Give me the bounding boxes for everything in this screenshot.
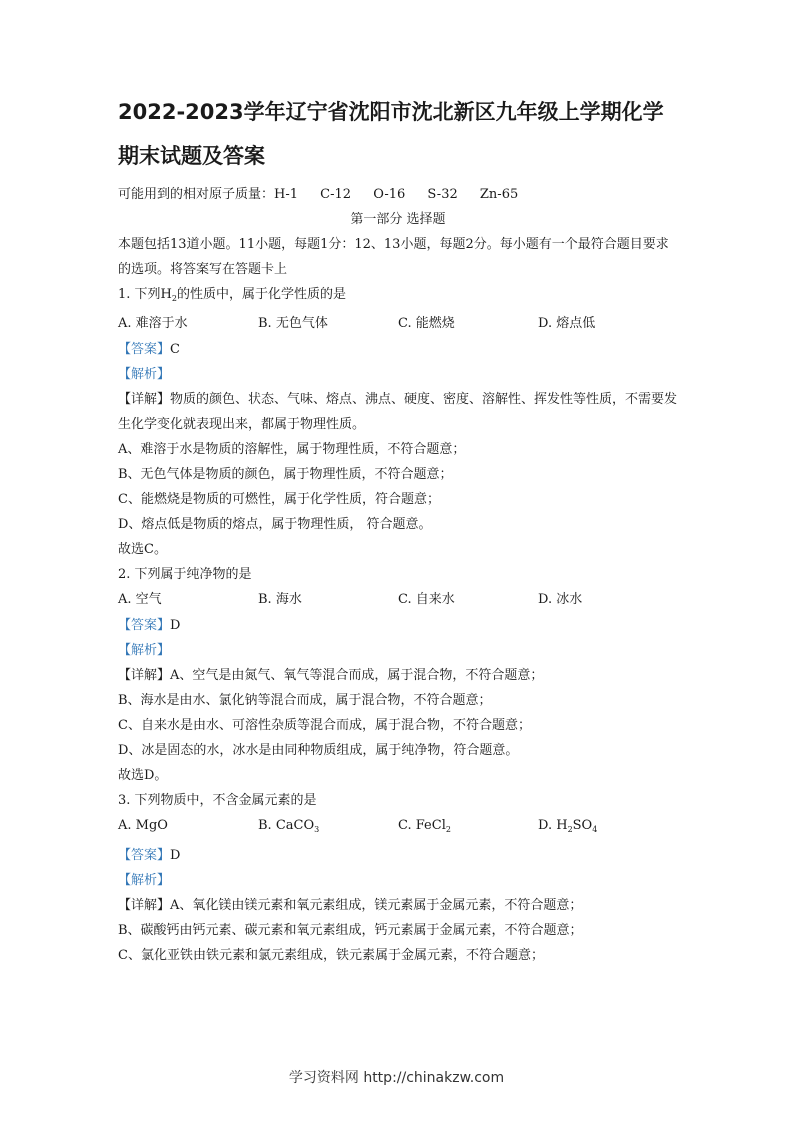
option-text: D. H bbox=[538, 818, 568, 833]
analysis-tag: 【解析】 bbox=[118, 873, 171, 888]
question-stem: 3. 下列物质中，不含金属元素的是 bbox=[118, 793, 317, 808]
option-subscript: 4 bbox=[592, 825, 598, 834]
detail-tag: 【详解】 bbox=[118, 392, 171, 407]
question-stem bbox=[118, 282, 678, 311]
option-a: A. 难溶于水 bbox=[118, 316, 188, 331]
atomic-mass-h: H-1 bbox=[274, 187, 299, 202]
detail-tag: 【详解】 bbox=[118, 668, 171, 683]
option-a: A. MgO bbox=[118, 818, 168, 833]
option-b bbox=[258, 813, 398, 843]
option-d bbox=[538, 813, 678, 843]
answer-tag: 【答案】 bbox=[118, 618, 171, 633]
detail-line: C、自来水是由水、可溶性杂质等混合而成，属于混合物，不符合题意； bbox=[118, 718, 531, 733]
answer-line bbox=[118, 337, 678, 362]
option-c: C. 自来水 bbox=[398, 592, 455, 607]
answer-value: C bbox=[170, 342, 180, 357]
option-subscript: 3 bbox=[314, 825, 320, 834]
question-3 bbox=[118, 788, 678, 968]
atomic-mass-zn: Zn-65 bbox=[479, 187, 519, 202]
instructions: 本题包括13道小题。11小题，每题1分：12、13小题，每题2分。每小题有一个最符合题目要求的选项。将答案写在答题卡上 bbox=[118, 237, 669, 277]
option-a: A. 空气 bbox=[118, 592, 162, 607]
detail-paragraph bbox=[118, 893, 678, 918]
stem-text: 的性质中，属于化学性质的是 bbox=[176, 287, 346, 302]
detail-line: D、熔点低是物质的熔点，属于物理性质， 符合题意。 bbox=[118, 517, 432, 532]
detail-line: C、能燃烧是物质的可燃性，属于化学性质，符合题意； bbox=[118, 492, 440, 507]
option-d: D. 冰水 bbox=[538, 592, 583, 607]
analysis-line bbox=[118, 868, 678, 893]
options bbox=[118, 311, 678, 337]
analysis-tag: 【解析】 bbox=[118, 643, 171, 658]
section-title: 第一部分 选择题 bbox=[350, 212, 446, 227]
atomic-mass-line bbox=[118, 182, 678, 207]
question-stem: 2. 下列属于纯净物的是 bbox=[118, 567, 252, 582]
footer-watermark: 学习资料网 http://chinakzw.com bbox=[288, 1070, 505, 1086]
detail-paragraph bbox=[118, 663, 678, 688]
atomic-mass-c: C-12 bbox=[320, 187, 352, 202]
detail-line: C、氯化亚铁由铁元素和氯元素组成，铁元素属于金属元素，不符合题意； bbox=[118, 948, 544, 963]
detail-text: 物质的颜色、状态、气味、熔点、沸点、硬度、密度、溶解性、挥发性等性质，不需要发生化学变化就表现出来，都属于物理性质。 bbox=[118, 392, 678, 432]
detail-line: A、难溶于水是物质的溶解性，属于物理性质，不符合题意； bbox=[118, 442, 466, 457]
answer-tag: 【答案】 bbox=[118, 342, 171, 357]
detail-line: B、碳酸钙由钙元素、碳元素和氧元素组成，钙元素属于金属元素，不符合题意； bbox=[118, 923, 583, 938]
answer-value: D bbox=[170, 848, 181, 863]
analysis-line bbox=[118, 362, 678, 387]
option-b: B. 海水 bbox=[258, 592, 302, 607]
stem-text: 1. 下列H bbox=[118, 287, 172, 302]
detail-line: B、海水是由水、氯化钠等混合而成，属于混合物，不符合题意； bbox=[118, 693, 492, 708]
atomic-mass-s: S-32 bbox=[427, 187, 458, 202]
analysis-tag: 【解析】 bbox=[118, 367, 171, 382]
option-c bbox=[398, 813, 538, 843]
option-subscript: 2 bbox=[567, 825, 573, 834]
answer-value: D bbox=[170, 618, 181, 633]
option-text: SO bbox=[572, 818, 593, 833]
options bbox=[118, 813, 678, 843]
answer-line bbox=[118, 613, 678, 638]
document-page bbox=[118, 90, 678, 968]
option-text: C. FeCl bbox=[398, 818, 446, 833]
option-subscript: 2 bbox=[445, 825, 451, 834]
conclusion: 故选C。 bbox=[118, 542, 167, 557]
conclusion: 故选D。 bbox=[118, 768, 168, 783]
detail-tag: 【详解】 bbox=[118, 898, 171, 913]
detail-text: A、氧化镁由镁元素和氧元素组成，镁元素属于金属元素，不符合题意； bbox=[170, 898, 583, 913]
answer-line bbox=[118, 843, 678, 868]
answer-tag: 【答案】 bbox=[118, 848, 171, 863]
analysis-line bbox=[118, 638, 678, 663]
detail-text: A、空气是由氮气、氧气等混合而成，属于混合物，不符合题意； bbox=[170, 668, 544, 683]
option-text: B. CaCO bbox=[258, 818, 315, 833]
atomic-mass-o: O-16 bbox=[373, 187, 406, 202]
option-c: C. 能燃烧 bbox=[398, 316, 455, 331]
stem-subscript: 2 bbox=[171, 294, 177, 303]
question-1 bbox=[118, 282, 678, 562]
atomic-mass-label: 可能用到的相对原子质量： bbox=[118, 187, 275, 202]
detail-paragraph bbox=[118, 387, 678, 437]
option-d: D. 熔点低 bbox=[538, 316, 596, 331]
option-b: B. 无色气体 bbox=[258, 316, 328, 331]
document-title: 2022-2023学年辽宁省沈阳市沈北新区九年级上学期化学期末试题及答案 bbox=[118, 100, 664, 168]
detail-line: B、无色气体是物质的颜色，属于物理性质，不符合题意； bbox=[118, 467, 453, 482]
question-2 bbox=[118, 562, 678, 788]
detail-line: D、冰是固态的水，冰水是由同种物质组成，属于纯净物，符合题意。 bbox=[118, 743, 519, 758]
options bbox=[118, 587, 678, 613]
